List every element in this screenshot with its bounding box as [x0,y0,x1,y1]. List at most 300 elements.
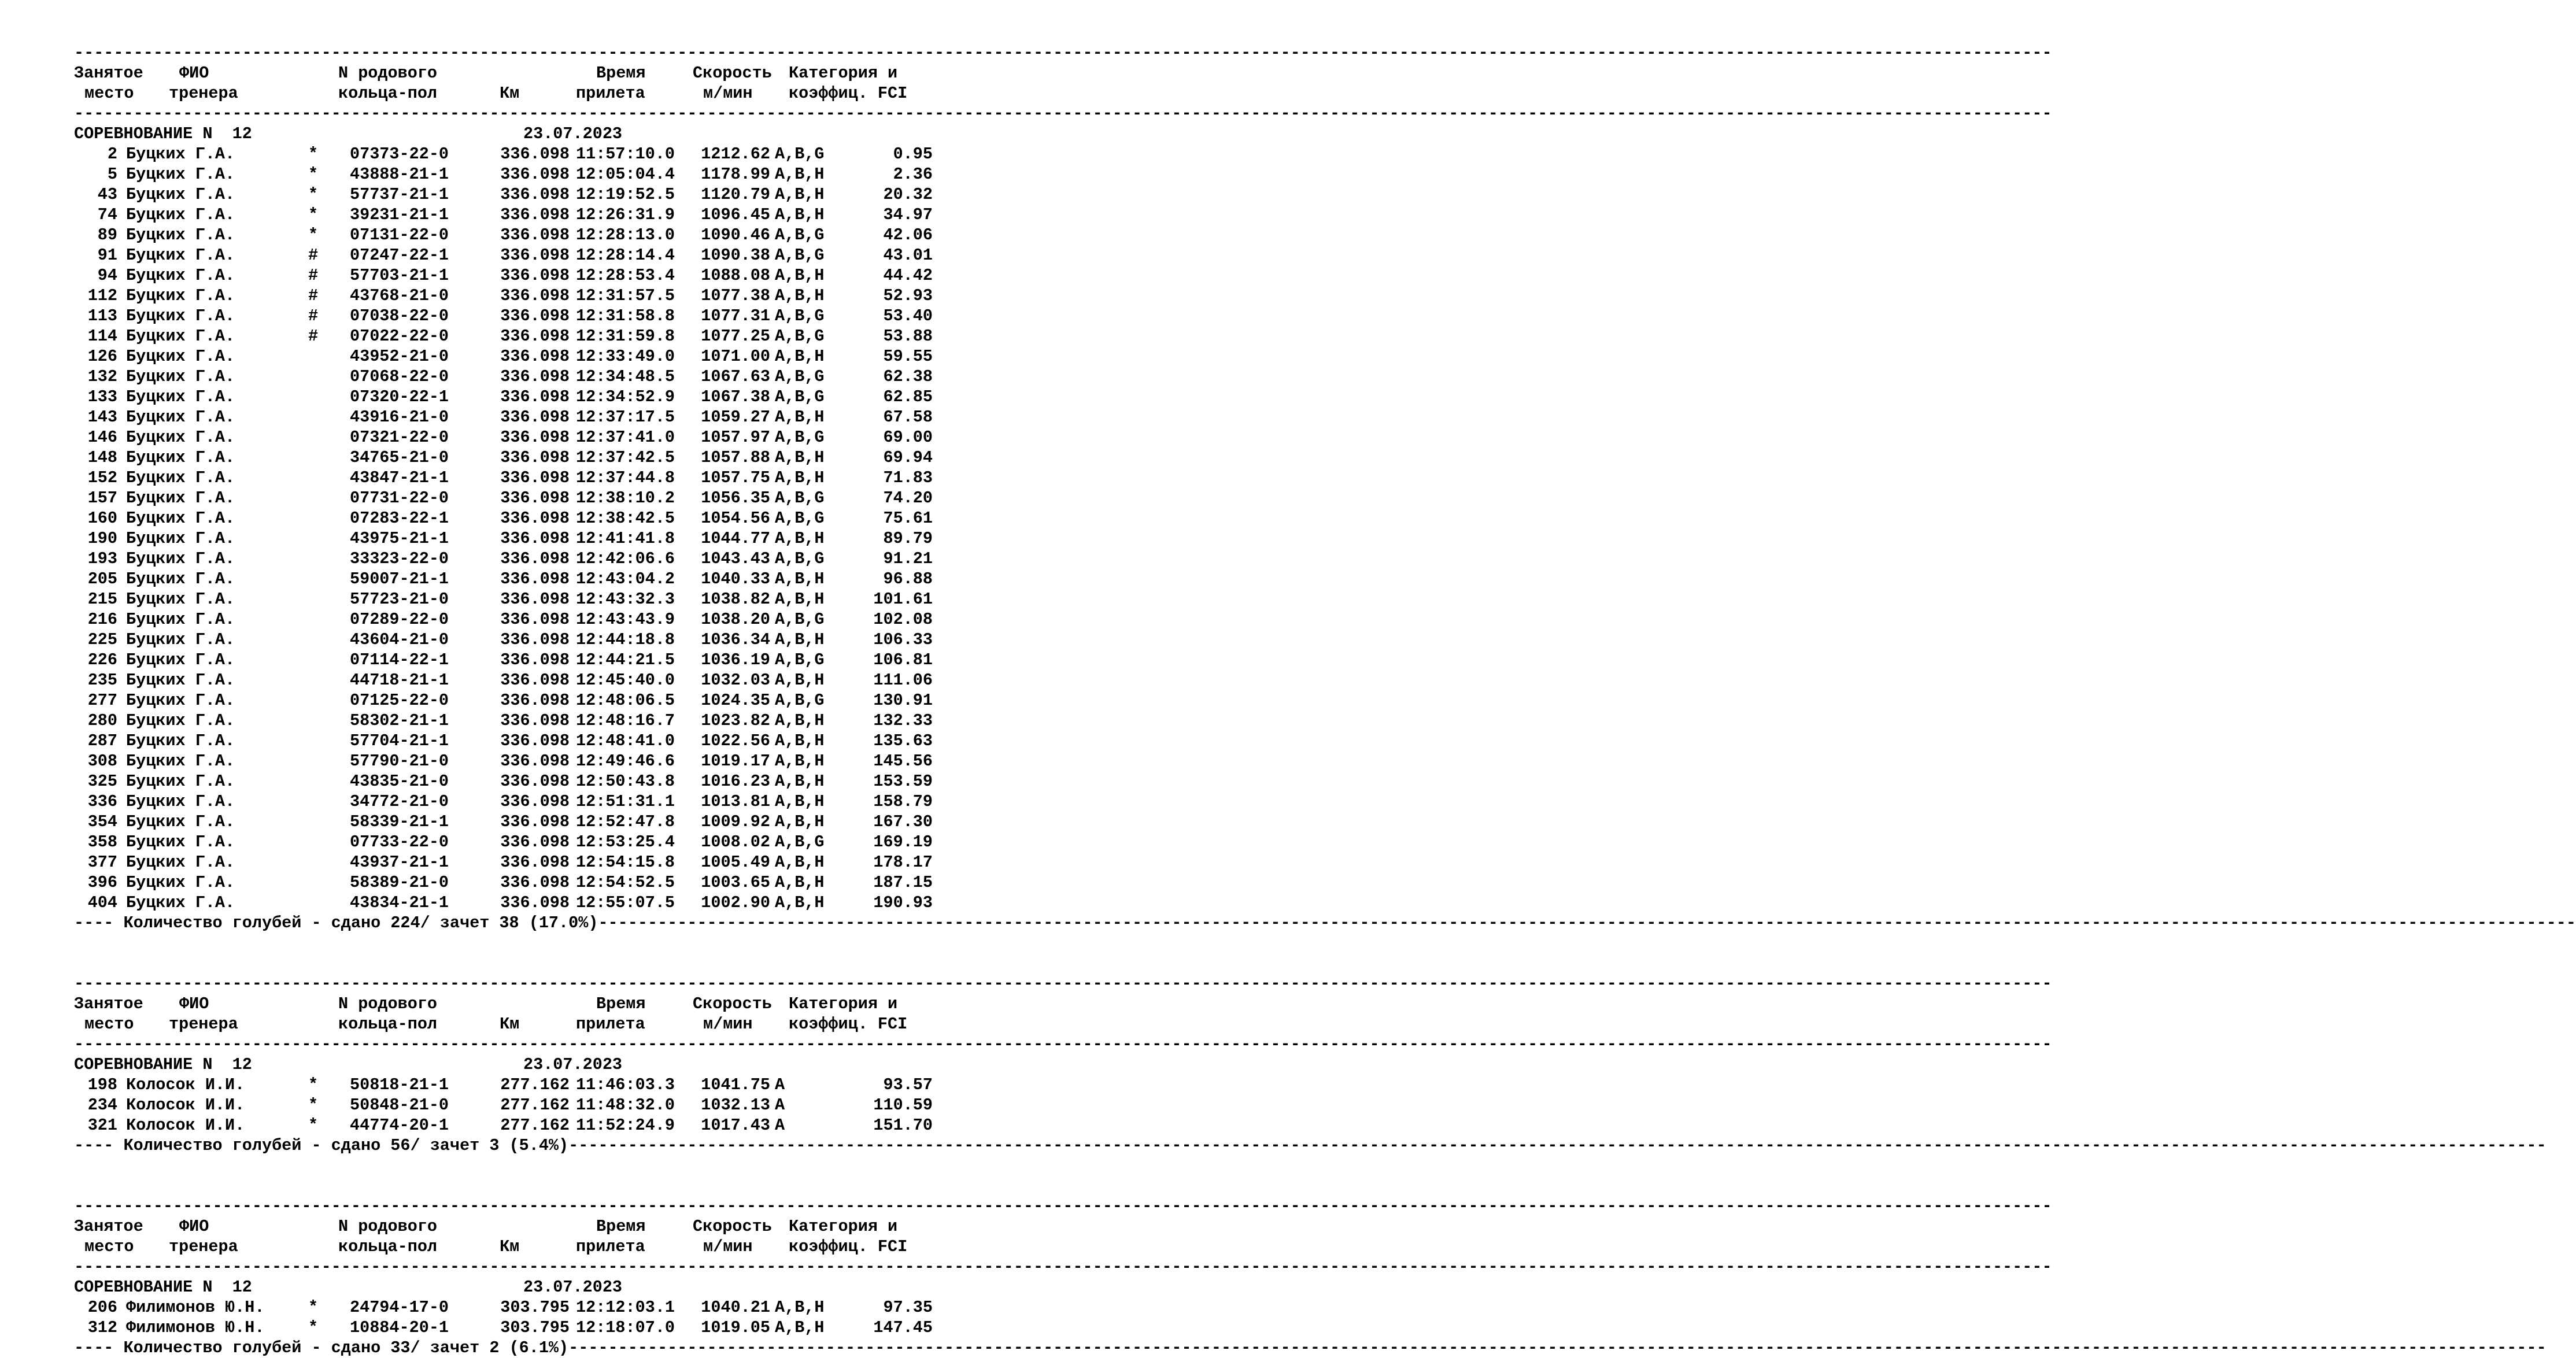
result-row [74,609,941,630]
fci-cell: 42.06 [883,225,933,245]
km-cell: 336.098 [500,630,570,649]
place-cell: 215 [87,590,117,609]
col-cat-label: Категория и [789,994,898,1013]
speed-cell: 1096.45 [701,205,770,224]
km-cell: 336.098 [500,387,570,406]
ring-cell: 57703-21-1 [350,266,449,285]
place-cell: 377 [87,853,117,872]
time-cell: 12:43:32.3 [576,590,675,609]
fci-cell: 167.30 [873,812,933,831]
place-cell: 133 [87,387,117,406]
trainer-cell: Буцких Г.А. [126,165,235,184]
place-cell: 193 [87,549,117,568]
competition-title: СОРЕВНОВАНИЕ N 12 [74,124,252,143]
category-cell: A,B,H [775,752,825,771]
speed-cell: 1036.19 [701,650,770,669]
speed-cell: 1212.62 [701,145,770,164]
col-place-label: Занятое [74,994,143,1013]
dashed-rule: -------------------------------------------------------------------------------------------------------------------------------------------------------------------------------------------------------- [74,104,2052,123]
fci-cell: 53.88 [883,327,933,346]
place-cell: 152 [87,468,117,487]
col-cat-label-2: коэффиц. FCI [789,84,908,103]
place-cell: 226 [87,650,117,669]
result-row [74,265,941,286]
place-cell: 216 [87,610,117,629]
speed-cell: 1056.35 [701,489,770,508]
fci-cell: 102.08 [873,610,933,629]
speed-cell: 1040.21 [701,1298,770,1317]
fci-cell: 69.94 [883,448,933,467]
place-cell: 74 [97,205,117,224]
ring-cell: 07131-22-0 [350,225,449,245]
trainer-cell: Филимонов Ю.Н. [126,1318,265,1337]
col-name-label: ФИО [179,64,209,83]
section-gap [74,933,941,974]
fci-cell: 97.35 [883,1298,933,1317]
ring-cell: 07373-22-0 [350,145,449,164]
speed-cell: 1067.63 [701,367,770,386]
km-cell: 336.098 [500,145,570,164]
place-cell: 143 [87,408,117,427]
fci-cell: 106.33 [873,630,933,649]
ring-cell: 43835-21-0 [350,772,449,791]
speed-cell: 1023.82 [701,711,770,730]
km-cell: 277.162 [500,1096,570,1115]
km-cell: 336.098 [500,165,570,184]
km-cell: 336.098 [500,509,570,528]
trainer-cell: Буцких Г.А. [126,731,235,750]
mark-cell: # [308,286,319,305]
result-row [74,690,941,711]
trainer-cell: Буцких Г.А. [126,327,235,346]
km-cell: 336.098 [500,731,570,750]
category-cell: A,B,H [775,408,825,427]
ring-cell: 50818-21-1 [350,1075,449,1094]
ring-cell: 58389-21-0 [350,873,449,892]
place-cell: 358 [87,832,117,852]
time-cell: 12:37:17.5 [576,408,675,427]
time-cell: 12:28:14.4 [576,246,675,265]
fci-cell: 43.01 [883,246,933,265]
fci-cell: 91.21 [883,549,933,568]
trainer-cell: Буцких Г.А. [126,630,235,649]
fci-cell: 62.38 [883,367,933,386]
ring-cell: 58339-21-1 [350,812,449,831]
time-cell: 12:34:52.9 [576,387,675,406]
ring-cell: 07283-22-1 [350,509,449,528]
speed-cell: 1009.92 [701,812,770,831]
ring-cell: 43937-21-1 [350,853,449,872]
km-cell: 336.098 [500,246,570,265]
speed-cell: 1002.90 [701,893,770,912]
place-cell: 325 [87,772,117,791]
ring-cell: 57704-21-1 [350,731,449,750]
col-name-label: ФИО [179,994,209,1013]
col-km-label: Км [500,1237,520,1256]
ring-cell: 44718-21-1 [350,671,449,690]
speed-cell: 1077.38 [701,286,770,305]
place-cell: 396 [87,873,117,892]
col-speed-label-2: м/мин [703,1237,753,1256]
km-cell: 336.098 [500,408,570,427]
category-cell: A,B,H [775,893,825,912]
dashed-rule: -------------------------------------------------------------------------------------------------------------------------------------------------------------------------------------------------------- [74,974,2052,993]
result-row [74,812,941,832]
fci-cell: 110.59 [873,1096,933,1115]
time-cell: 12:49:46.6 [576,752,675,771]
col-ring-label-2: кольца-пол [338,1015,438,1034]
mark-cell: # [308,327,319,346]
time-cell: 12:12:03.1 [576,1298,675,1317]
place-cell: 43 [97,185,117,204]
category-cell: A,B,H [775,853,825,872]
ring-cell: 24794-17-0 [350,1298,449,1317]
competition-row [74,1054,941,1075]
trainer-cell: Буцких Г.А. [126,286,235,305]
time-cell: 12:41:41.8 [576,529,675,548]
km-cell: 336.098 [500,671,570,690]
ring-cell: 43604-21-0 [350,630,449,649]
result-row [74,893,941,913]
place-cell: 287 [87,731,117,750]
result-row [74,488,941,508]
speed-cell: 1019.05 [701,1318,770,1337]
place-cell: 148 [87,448,117,467]
trainer-cell: Буцких Г.А. [126,691,235,710]
category-cell: A,B,G [775,306,825,325]
ring-cell: 43834-21-1 [350,893,449,912]
fci-cell: 74.20 [883,489,933,508]
place-cell: 2 [107,145,117,164]
col-place-label: Занятое [74,1217,143,1236]
result-row [74,852,941,872]
col-km-label: Км [500,84,520,103]
trainer-cell: Буцких Г.А. [126,590,235,609]
fci-cell: 93.57 [883,1075,933,1094]
ring-cell: 07289-22-0 [350,610,449,629]
category-cell: A,B,H [775,569,825,589]
km-cell: 336.098 [500,590,570,609]
time-cell: 12:31:57.5 [576,286,675,305]
time-cell: 12:43:04.2 [576,569,675,589]
mark-cell: * [308,1298,319,1317]
col-name-label-2: тренера [169,1015,238,1034]
trainer-cell: Буцких Г.А. [126,711,235,730]
time-cell: 12:52:47.8 [576,812,675,831]
result-row [74,387,941,407]
header-row-2 [74,1014,941,1034]
category-cell: A,B,G [775,691,825,710]
summary-row [74,1135,2547,1156]
km-cell: 336.098 [500,832,570,852]
trainer-cell: Буцких Г.А. [126,671,235,690]
result-row [74,164,941,184]
fci-cell: 178.17 [873,853,933,872]
time-cell: 12:44:18.8 [576,630,675,649]
trainer-cell: Буцких Г.А. [126,832,235,852]
place-cell: 132 [87,367,117,386]
category-cell: A,B,G [775,428,825,447]
category-cell: A,B,H [775,630,825,649]
ring-cell: 07733-22-0 [350,832,449,852]
trainer-cell: Буцких Г.А. [126,812,235,831]
speed-cell: 1067.38 [701,387,770,406]
col-speed-label-2: м/мин [703,84,753,103]
col-place-label: Занятое [74,64,143,83]
place-cell: 198 [87,1075,117,1094]
time-cell: 12:53:25.4 [576,832,675,852]
competition-date: 23.07.2023 [523,1278,623,1297]
result-row [74,427,941,447]
place-cell: 113 [87,306,117,325]
place-cell: 277 [87,691,117,710]
km-cell: 336.098 [500,792,570,811]
col-name-label-2: тренера [169,84,238,103]
km-cell: 336.098 [500,529,570,548]
speed-cell: 1016.23 [701,772,770,791]
competition-title: СОРЕВНОВАНИЕ N 12 [74,1055,252,1074]
ring-cell: 34772-21-0 [350,792,449,811]
speed-cell: 1043.43 [701,549,770,568]
time-cell: 12:26:31.9 [576,205,675,224]
km-cell: 336.098 [500,549,570,568]
time-cell: 11:48:32.0 [576,1096,675,1115]
col-time-label-2: прилета [576,84,645,103]
header-row-2 [74,1237,941,1257]
result-row [74,528,941,549]
ring-cell: 07321-22-0 [350,428,449,447]
speed-cell: 1044.77 [701,529,770,548]
result-row [74,1318,941,1338]
ring-cell: 07247-22-1 [350,246,449,265]
place-cell: 160 [87,509,117,528]
result-row [74,711,941,731]
ring-cell: 57737-21-1 [350,185,449,204]
mark-cell: # [308,306,319,325]
category-cell: A,B,H [775,165,825,184]
ring-cell: 43888-21-1 [350,165,449,184]
place-cell: 5 [107,165,117,184]
ring-cell: 10884-20-1 [350,1318,449,1337]
speed-cell: 1088.08 [701,266,770,285]
mark-cell: * [308,165,319,184]
km-cell: 336.098 [500,225,570,245]
fci-cell: 132.33 [873,711,933,730]
km-cell: 303.795 [500,1318,570,1337]
fci-cell: 111.06 [873,671,933,690]
trainer-cell: Буцких Г.А. [126,792,235,811]
time-cell: 12:19:52.5 [576,185,675,204]
mark-cell: * [308,1116,319,1135]
trainer-cell: Буцких Г.А. [126,387,235,406]
col-time-label: Время [596,1217,646,1236]
time-cell: 11:57:10.0 [576,145,675,164]
fci-cell: 0.95 [893,145,933,164]
category-cell: A,B,G [775,832,825,852]
category-cell: A,B,G [775,246,825,265]
speed-cell: 1057.88 [701,448,770,467]
ring-cell: 07125-22-0 [350,691,449,710]
time-cell: 11:52:24.9 [576,1116,675,1135]
time-cell: 12:54:52.5 [576,873,675,892]
col-cat-label: Категория и [789,1217,898,1236]
dashed-rule: -------------------------------------------------------------------------------------------------------------------------------------------------------------------------------------------------------- [74,1035,2052,1054]
ring-cell: 33323-22-0 [350,549,449,568]
col-ring-label: N родового [338,1217,438,1236]
fci-cell: 106.81 [873,650,933,669]
place-cell: 312 [87,1318,117,1337]
place-cell: 234 [87,1096,117,1115]
trainer-cell: Буцких Г.А. [126,145,235,164]
trainer-cell: Буцких Г.А. [126,246,235,265]
trainer-cell: Филимонов Ю.Н. [126,1298,265,1317]
fci-cell: 34.97 [883,205,933,224]
ring-cell: 50848-21-0 [350,1096,449,1115]
speed-cell: 1038.82 [701,590,770,609]
fci-cell: 158.79 [873,792,933,811]
km-cell: 277.162 [500,1116,570,1135]
trainer-cell: Буцких Г.А. [126,225,235,245]
time-cell: 12:28:53.4 [576,266,675,285]
category-cell: A,B,H [775,347,825,366]
fci-cell: 69.00 [883,428,933,447]
km-cell: 336.098 [500,468,570,487]
fci-cell: 67.58 [883,408,933,427]
place-cell: 235 [87,671,117,690]
result-row [74,205,941,225]
speed-cell: 1036.34 [701,630,770,649]
mark-cell: * [308,205,319,224]
result-row [74,751,941,771]
speed-cell: 1005.49 [701,853,770,872]
fci-cell: 44.42 [883,266,933,285]
km-cell: 336.098 [500,569,570,589]
result-row [74,245,941,265]
ring-cell: 07038-22-0 [350,306,449,325]
speed-cell: 1017.43 [701,1116,770,1135]
speed-cell: 1054.56 [701,509,770,528]
km-cell: 336.098 [500,327,570,346]
km-cell: 336.098 [500,893,570,912]
km-cell: 336.098 [500,873,570,892]
dashed-rule: -------------------------------------------------------------------------------------------------------------------------------------------------------------------------------------------------------- [74,1257,2052,1276]
col-ring-label-2: кольца-пол [338,84,438,103]
result-row [74,447,941,468]
speed-cell: 1040.33 [701,569,770,589]
category-cell: A,B,G [775,145,825,164]
mark-cell: * [308,1075,319,1094]
col-cat-label-2: коэффиц. FCI [789,1237,908,1256]
trainer-cell: Буцких Г.А. [126,205,235,224]
speed-cell: 1059.27 [701,408,770,427]
col-time-label-2: прилета [576,1237,645,1256]
separator-line [74,1196,2052,1216]
km-cell: 336.098 [500,428,570,447]
ring-cell: 07022-22-0 [350,327,449,346]
speed-cell: 1013.81 [701,792,770,811]
trainer-cell: Буцких Г.А. [126,772,235,791]
category-cell: A,B,H [775,731,825,750]
result-row [74,771,941,791]
speed-cell: 1090.38 [701,246,770,265]
speed-cell: 1003.65 [701,873,770,892]
fci-cell: 145.56 [873,752,933,771]
trainer-cell: Буцких Г.А. [126,185,235,204]
trainer-cell: Буцких Г.А. [126,266,235,285]
fci-cell: 151.70 [873,1116,933,1135]
category-cell: A,B,H [775,529,825,548]
result-row [74,144,941,164]
speed-cell: 1019.17 [701,752,770,771]
header-row-1 [74,63,941,83]
col-speed-label: Скорость [693,994,772,1013]
trainer-cell: Буцких Г.А. [126,448,235,467]
place-cell: 206 [87,1298,117,1317]
trainer-cell: Буцких Г.А. [126,489,235,508]
result-row [74,731,941,751]
result-row [74,832,941,852]
speed-cell: 1024.35 [701,691,770,710]
category-cell: A,B,G [775,650,825,669]
category-cell: A,B,G [775,549,825,568]
fci-cell: 89.79 [883,529,933,548]
trainer-cell: Колосок И.И. [126,1075,245,1094]
time-cell: 12:28:13.0 [576,225,675,245]
mark-cell: * [308,225,319,245]
trainer-cell: Буцких Г.А. [126,610,235,629]
summary-text: ---- Количество голубей - сдано 224/ зачет 38 (17.0%)-------------------------------------------------------------------------------------------------------------------------------------------------------------------------------------------------------- [74,913,2576,933]
time-cell: 12:37:44.8 [576,468,675,487]
km-cell: 336.098 [500,853,570,872]
col-place-label-2: место [84,84,134,103]
fci-cell: 169.19 [873,832,933,852]
mark-cell: * [308,145,319,164]
result-row [74,184,941,205]
col-name-label: ФИО [179,1217,209,1236]
speed-cell: 1032.03 [701,671,770,690]
km-cell: 336.098 [500,691,570,710]
ring-cell: 57723-21-0 [350,590,449,609]
ring-cell: 59007-21-1 [350,569,449,589]
col-cat-label-2: коэффиц. FCI [789,1015,908,1034]
ring-cell: 43916-21-0 [350,408,449,427]
time-cell: 12:50:43.8 [576,772,675,791]
result-row [74,791,941,812]
place-cell: 280 [87,711,117,730]
km-cell: 336.098 [500,711,570,730]
fci-cell: 101.61 [873,590,933,609]
trainer-cell: Колосок И.И. [126,1116,245,1135]
time-cell: 12:48:41.0 [576,731,675,750]
trainer-cell: Буцких Г.А. [126,752,235,771]
result-row [74,286,941,306]
separator-line [74,43,2052,63]
time-cell: 12:55:07.5 [576,893,675,912]
time-cell: 12:18:07.0 [576,1318,675,1337]
speed-cell: 1077.31 [701,306,770,325]
header-row-1 [74,994,941,1014]
category-cell: A,B,G [775,367,825,386]
col-time-label: Время [596,64,646,83]
result-row [74,306,941,326]
time-cell: 11:46:03.3 [576,1075,675,1094]
category-cell: A,B,H [775,266,825,285]
trainer-cell: Буцких Г.А. [126,549,235,568]
time-cell: 12:37:41.0 [576,428,675,447]
speed-cell: 1077.25 [701,327,770,346]
place-cell: 114 [87,327,117,346]
place-cell: 146 [87,428,117,447]
